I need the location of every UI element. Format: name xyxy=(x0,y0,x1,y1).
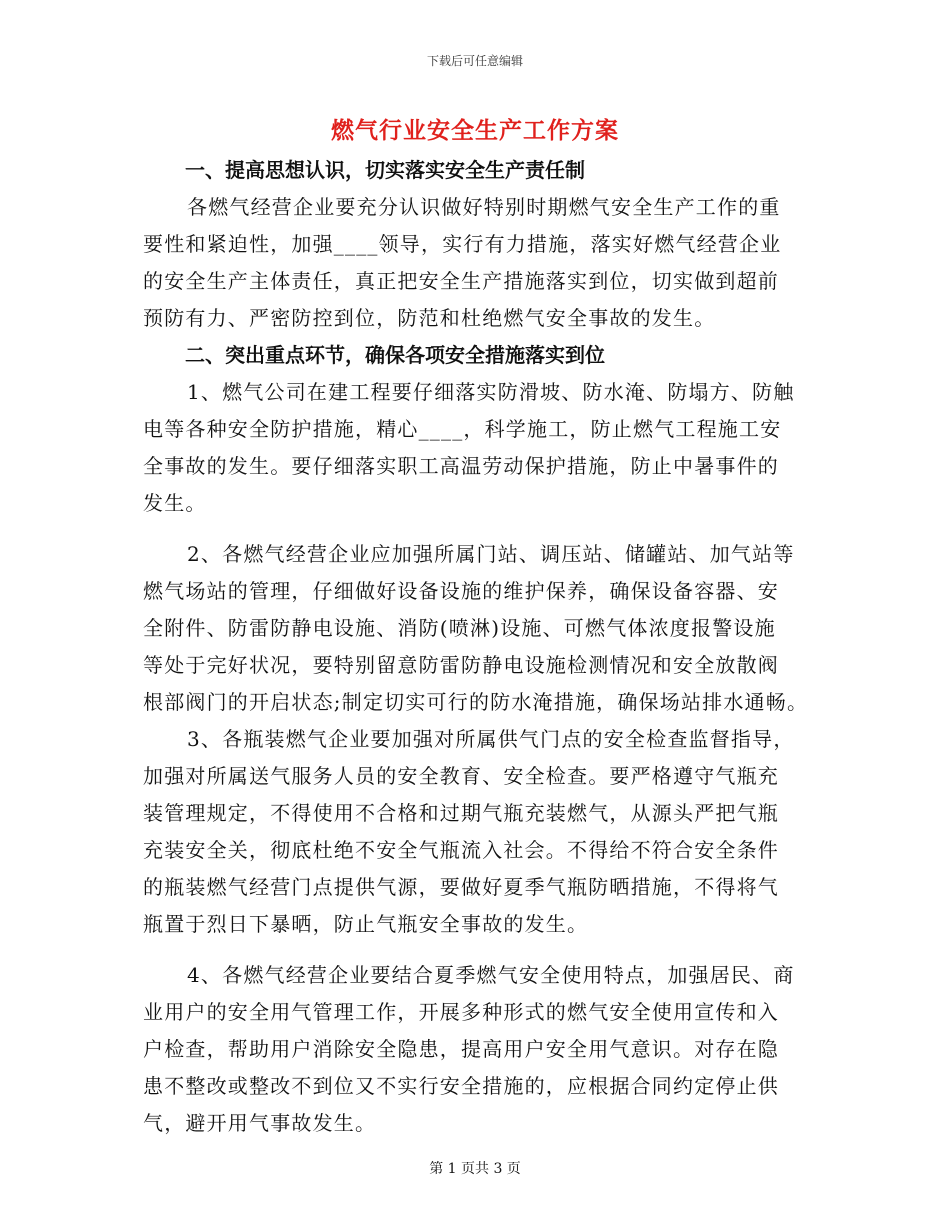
paragraph-line: 2、各燃气经营企业应加强所属门站、调压站、储罐站、加气站等 xyxy=(187,542,795,566)
paragraph-line: 燃气场站的管理，仔细做好设备设施的维护保养，确保设备容器、安 xyxy=(143,579,779,603)
paragraph-line: 1、燃气公司在建工程要仔细落实防滑坡、防水淹、防塌方、防触 xyxy=(187,380,795,404)
paragraph-line: 要性和紧迫性，加强____领导，实行有力措施，落实好燃气经营企业 xyxy=(143,232,782,256)
paragraph-line: 的瓶装燃气经营门点提供气源，要做好夏季气瓶防晒措施，不得将气 xyxy=(143,875,779,899)
paragraph-line: 预防有力、严密防控到位，防范和杜绝燃气安全事故的发生。 xyxy=(143,306,716,330)
paragraph-line: 业用户的安全用气管理工作，开展多种形式的燃气安全使用宣传和入 xyxy=(143,1000,779,1024)
paragraph-line: 气，避开用气事故发生。 xyxy=(143,1111,377,1135)
paragraph-line: 装管理规定，不得使用不合格和过期气瓶充装燃气，从源头严把气瓶 xyxy=(143,801,779,825)
section-heading: 一、提高思想认识，切实落实安全生产责任制 xyxy=(185,158,585,182)
paragraph-line: 户检查，帮助用户消除安全隐患，提高用户安全用气意识。对存在隐 xyxy=(143,1037,779,1061)
paragraph xyxy=(143,957,811,1142)
paragraph-line: 的安全生产主体责任，真正把安全生产措施落实到位，切实做到超前 xyxy=(143,269,779,293)
paragraph-line: 瓶置于烈日下暴晒，防止气瓶安全事故的发生。 xyxy=(143,912,589,936)
paragraph-line: 各燃气经营企业要充分认识做好特别时期燃气安全生产工作的重 xyxy=(187,195,781,219)
paragraph-line: 患不整改或整改不到位又不实行安全措施的，应根据合同约定停止供 xyxy=(143,1074,779,1098)
paragraph-line: 3、各瓶装燃气企业要加强对所属供气门点的安全检查监督指导， xyxy=(187,727,795,751)
paragraph-line: 全附件、防雷防静电设施、消防(喷淋)设施、可燃气体浓度报警设施 xyxy=(143,616,776,640)
paragraph-line: 充装安全关，彻底杜绝不安全气瓶流入社会。不得给不符合安全条件 xyxy=(143,838,779,862)
paragraph-line: 电等各种安全防护措施，精心____，科学施工，防止燃气工程施工安 xyxy=(143,417,782,441)
paragraph xyxy=(143,374,811,522)
paragraph-line: 全事故的发生。要仔细落实职工高温劳动保护措施，防止中暑事件的 xyxy=(143,454,779,478)
page-header: 下载后可任意编辑 xyxy=(426,54,523,68)
paragraph xyxy=(143,721,811,943)
paragraph-line: 等处于完好状况，要特别留意防雷防静电设施检测情况和安全放散阀 xyxy=(143,653,779,677)
paragraph xyxy=(143,536,811,721)
section-heading: 二、突出重点环节，确保各项安全措施落实到位 xyxy=(185,343,605,367)
page-footer: 第 1 页共 3 页 xyxy=(429,1161,521,1177)
paragraph-line: 4、各燃气经营企业要结合夏季燃气安全使用特点，加强居民、商 xyxy=(187,963,795,987)
document-title: 燃气行业安全生产工作方案 xyxy=(331,117,619,144)
paragraph xyxy=(143,189,811,337)
paragraph-line: 加强对所属送气服务人员的安全教育、安全检查。要严格遵守气瓶充 xyxy=(143,764,779,788)
paragraph-line: 发生。 xyxy=(143,491,207,515)
paragraph-line: 根部阀门的开启状态;制定切实可行的防水淹措施，确保场站排水通畅。 xyxy=(143,690,809,714)
document-body xyxy=(143,152,811,1142)
